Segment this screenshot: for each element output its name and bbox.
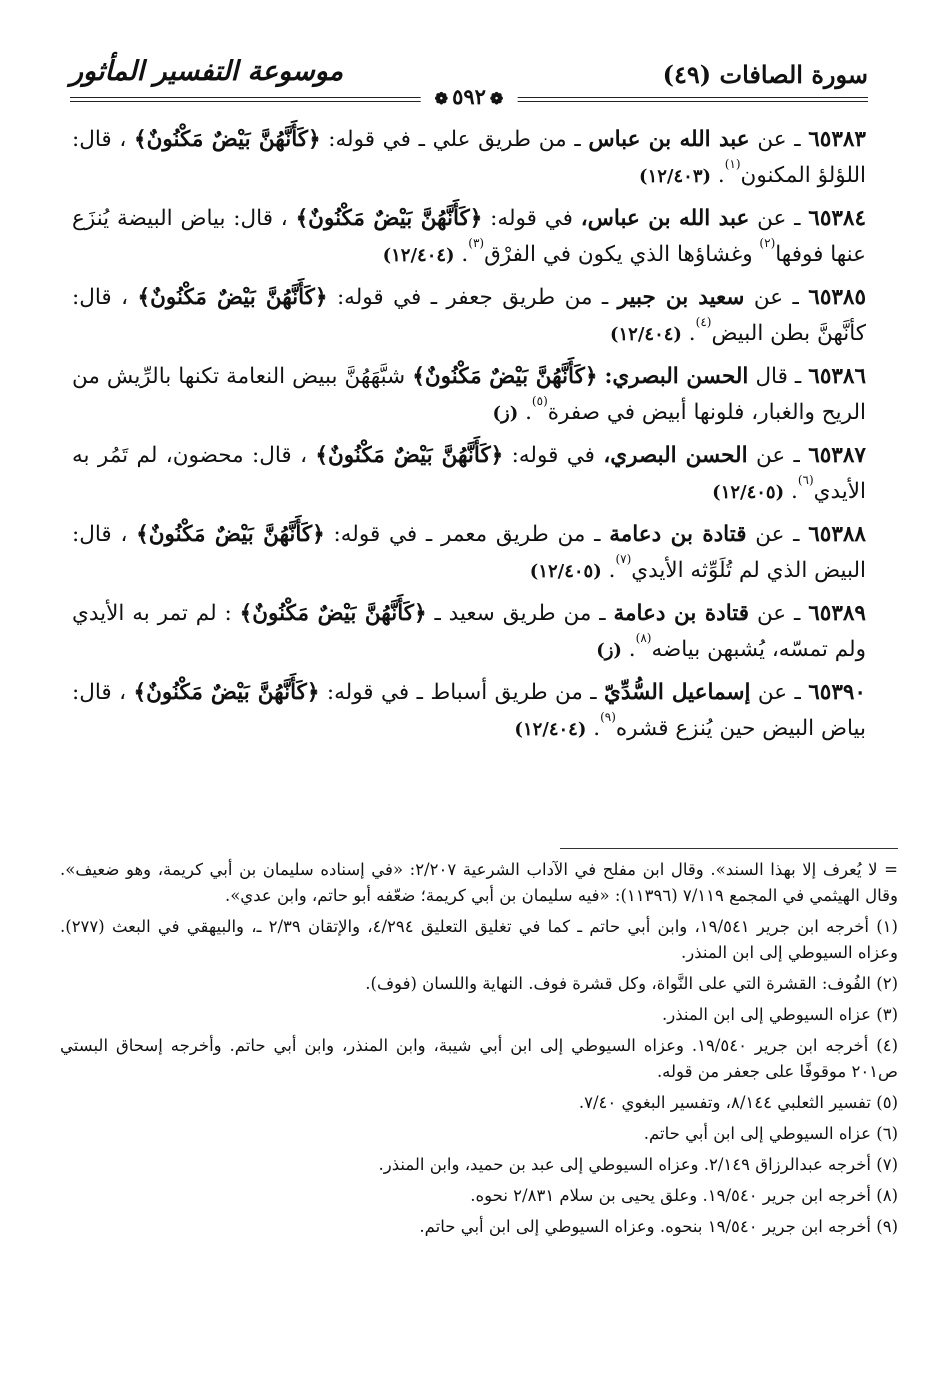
entry-prefix: ـ عن: [757, 127, 801, 152]
page-header: [70, 52, 868, 109]
footnote-marker: (٥): [531, 394, 548, 408]
narrator-name: الحسن البصري:: [604, 364, 749, 389]
quran-verse: ﴿كَأَنَّهُنَّ بَيْضٌ مَكْنُونٌ﴾: [295, 206, 483, 231]
narrator-name: إسماعيل السُّدِّيّ: [604, 680, 751, 705]
chain-text: ـ من طريق جعفر ـ في قوله:: [336, 285, 609, 310]
commentary-text: وغشاؤها الذي يكون في الفرْق: [484, 242, 753, 267]
footnote-marker: (٤): [695, 315, 712, 329]
ornament-icon: ❁: [434, 89, 449, 108]
narrator-name: قتادة بن دعامة: [613, 601, 750, 626]
quran-verse: ﴿كَأَنَّهُنَّ بَيْضٌ مَكْنُونٌ﴾: [136, 522, 325, 547]
quran-verse: ﴿كَأَنَّهُنَّ بَيْضٌ مَكْنُونٌ﴾: [412, 364, 598, 389]
commentary-text: ، قال: البيض الذي لم تُلَوِّثه الأيدي: [72, 522, 866, 583]
tafsir-entry: [72, 122, 866, 195]
punctuation: .: [593, 716, 601, 741]
narrator-name: الحسن البصري،: [603, 443, 748, 468]
footnote: (١) أخرجه ابن جرير ١٩/٥٤١، وابن أبي حاتم ـ كما في تغليق التعليق ٤/٢٩٤، والإتقان ٢/٣٩ ـ، والبيهقي في البعث (٢٧٧). وعزاه السيوطي إلى ابن المنذر.: [60, 917, 898, 962]
footnotes: [60, 857, 898, 1245]
volume-reference: (ز): [596, 640, 622, 661]
chain-text: ـ من طريق علي ـ في قوله:: [328, 127, 581, 152]
tafsir-entry: [72, 517, 866, 590]
entry-number: ٦٥٣٨٧: [808, 443, 866, 468]
entry-number: ٦٥٣٨٩: [808, 601, 866, 626]
volume-reference: (ز): [492, 403, 519, 424]
footnote: (٦) عزاه السيوطي إلى ابن أبي حاتم.: [643, 1124, 898, 1143]
punctuation: .: [688, 321, 696, 346]
ornament-icon: ❁: [489, 89, 504, 108]
quran-verse: ﴿كَأَنَّهُنَّ بَيْضٌ مَكْنُونٌ﴾: [315, 443, 504, 468]
chain-text: في قوله:: [511, 443, 595, 468]
footnote-marker: (٨): [635, 631, 652, 645]
page-number-block: [421, 84, 518, 109]
tafsir-entry: [72, 596, 866, 669]
quran-verse: ﴿كَأَنَّهُنَّ بَيْضٌ مَكْنُونٌ﴾: [133, 680, 320, 705]
narrator-name: عبد الله بن عباس،: [580, 206, 750, 231]
narrator-name: سعيد بن جبير: [617, 285, 745, 310]
punctuation: .: [628, 637, 636, 662]
narrator-name: عبد الله بن عباس: [588, 127, 750, 152]
main-text: [72, 122, 866, 754]
page-number: ٥٩٢: [452, 84, 486, 109]
footnote-marker: (٢): [759, 236, 776, 250]
tafsir-entry: [72, 201, 866, 274]
tafsir-entry: [72, 675, 866, 748]
punctuation: .: [790, 479, 798, 504]
volume-reference: (١٢/٤٠٣): [639, 166, 712, 187]
quran-verse: ﴿كَأَنَّهُنَّ بَيْضٌ مَكْنُونٌ﴾: [239, 601, 427, 626]
punctuation: .: [608, 558, 616, 583]
commentary-text: : لم تمر به الأيدي ولم تمسّه، يُشبهن بياضه: [72, 601, 866, 662]
volume-reference: (١٢/٤٠٥): [712, 482, 785, 503]
volume-reference: (١٢/٤٠٤): [609, 324, 682, 345]
entry-prefix: ـ عن: [756, 601, 801, 626]
commentary-text: ، قال: بياض البيض حين يُنزع قشره: [72, 680, 866, 741]
entry-number: ٦٥٣٨٣: [808, 127, 866, 152]
footnote: (٥) تفسير الثعلبي ٨/١٤٤، وتفسير البغوي ٧/٤٠.: [578, 1093, 898, 1112]
entry-prefix: ـ عن: [757, 206, 801, 231]
footnote-marker: (٧): [615, 552, 632, 566]
tafsir-entry: [72, 359, 866, 432]
entry-number: ٦٥٣٩٠: [808, 680, 866, 705]
surah-title: سورة الصافات (٤٩): [662, 60, 868, 89]
book-title: موسوعة التفسير المأثور: [70, 56, 344, 87]
chain-text: في قوله:: [490, 206, 573, 231]
footnote: = لا يُعرف إلا بهذا السند». وقال ابن مفلح في الآداب الشرعية ٢/٢٠٧: «في إسناده سليمان بن أبي كريمة، وهو ضعيف». وقال الهيثمي في المجمع ٧/١١٩ (١١٣٩٦): «فيه سليمان بن أبي كريمة؛ ضعّفه أبو حاتم، وابن عدي».: [60, 860, 898, 905]
volume-reference: (١٢/٤٠٤): [382, 245, 455, 266]
narrator-name: قتادة بن دعامة: [609, 522, 747, 547]
commentary-text: ، قال: بياض البيضة يُنزَع عنها فوفها: [72, 206, 866, 267]
commentary-text: ، قال: اللؤلؤ المكنون: [72, 127, 866, 188]
chain-text: ـ من طريق سعيد ـ: [434, 601, 606, 626]
chain-text: ـ من طريق معمر ـ في قوله:: [333, 522, 601, 547]
entry-number: ٦٥٣٨٥: [808, 285, 867, 310]
footnote: (٨) أخرجه ابن جرير ١٩/٥٤٠. وعلق يحيى بن سلام ٢/٨٣١ نحوه.: [470, 1186, 898, 1205]
chain-text: ـ من طريق أسباط ـ في قوله:: [326, 680, 597, 705]
footnote-marker: (٩): [600, 710, 616, 724]
quran-verse: ﴿كَأَنَّهُنَّ بَيْضٌ مَكْنُونٌ﴾: [134, 127, 321, 152]
entry-prefix: ـ عن: [757, 680, 801, 705]
commentary-text: ، قال: محضون، لم تَمُر به الأيدي: [72, 443, 866, 504]
footnote-marker: (٦): [797, 473, 814, 487]
entry-number: ٦٥٣٨٤: [808, 206, 867, 231]
footnote: (٢) الفُوف: القشرة التي على النَّواة، وكل قشرة فوف. النهاية واللسان (فوف).: [365, 974, 898, 993]
tafsir-entry: [72, 280, 866, 353]
entry-number: ٦٥٣٨٨: [808, 522, 866, 547]
footnote-separator: [560, 848, 898, 849]
entry-prefix: ـ عن: [755, 522, 800, 547]
footnote: (٣) عزاه السيوطي إلى ابن المنذر.: [662, 1005, 898, 1024]
entry-prefix: ـ قال: [755, 364, 802, 389]
footnote: (٧) أخرجه عبدالرزاق ٢/١٤٩. وعزاه السيوطي إلى عبد بن حميد، وابن المنذر.: [378, 1155, 898, 1174]
punctuation: .: [461, 242, 469, 267]
footnote-marker: (٣): [468, 236, 485, 250]
punctuation: .: [525, 400, 532, 425]
footnote-marker: (١): [724, 157, 741, 171]
entry-number: ٦٥٣٨٦: [808, 364, 867, 389]
footnote: (٩) أخرجه ابن جرير ١٩/٥٤٠ بنحوه. وعزاه السيوطي إلى ابن أبي حاتم.: [419, 1217, 898, 1236]
volume-reference: (١٢/٤٠٤): [514, 719, 587, 740]
punctuation: .: [717, 163, 725, 188]
entry-prefix: ـ عن: [753, 285, 799, 310]
tafsir-entry: [72, 438, 866, 511]
quran-verse: ﴿كَأَنَّهُنَّ بَيْضٌ مَكْنُونٌ﴾: [137, 285, 328, 310]
footnote: (٤) أخرجه ابن جرير ١٩/٥٤٠. وعزاه السيوطي إلى ابن أبي شيبة، وابن المنذر، وابن أبي حاتم. وأخرجه إسحاق البستي ص٢٠١ موقوفًا على جعفر من قوله.: [60, 1036, 898, 1081]
commentary-text: ، قال: كأنَّهنَّ بطن البيض: [72, 285, 866, 346]
commentary-text: شبَّهَهُنَّ ببيض النعامة تكنها بالرِّيش من الريح والغبار، فلونها أبيض في صفرة: [72, 364, 866, 425]
volume-reference: (١٢/٤٠٥): [529, 561, 602, 582]
entry-prefix: ـ عن: [755, 443, 800, 468]
